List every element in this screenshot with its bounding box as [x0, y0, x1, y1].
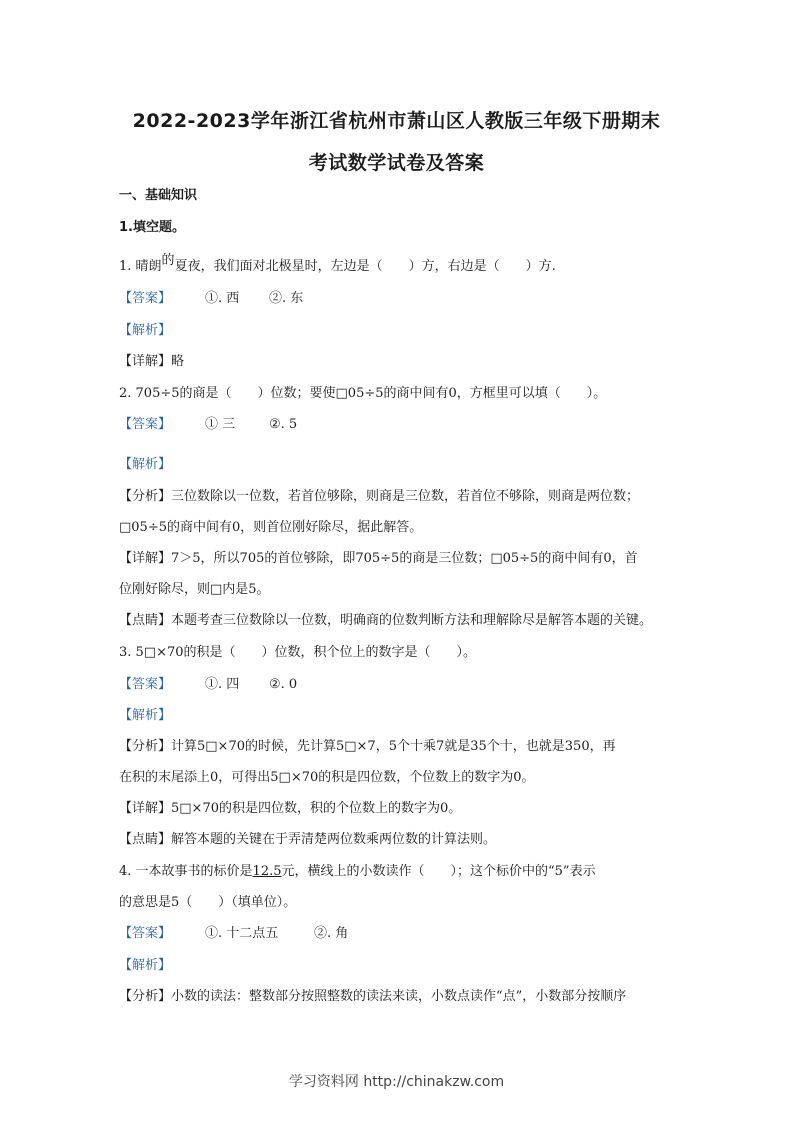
question-2-dianjing: 【点睛】本题考查三位数除以一位数，明确商的位数判断方法和理解除尽是解答本题的关键。 — [119, 613, 653, 628]
question-4-answer — [119, 925, 679, 943]
question-2-analysis-1: 【分析】三位数除以一位数，若首位够除，则商是三位数，若首位不够除，则商是两位数； — [119, 489, 640, 504]
question-3-detail: 【详解】5□×70的积是四位数，积的个位数上的数字为0。 — [119, 801, 462, 816]
question-2-analysis-label: 【解析】 — [119, 457, 172, 472]
question-2-detail-2: 位刚好除尽，则□内是5。 — [119, 582, 270, 597]
question-4-pre: 4. 一本故事书的标价是 — [119, 864, 253, 879]
question-1-analysis-label: 【解析】 — [119, 323, 172, 338]
question-4-text-2: 的意思是5（ ）（填单位）。 — [119, 895, 297, 910]
answer-1: ①. 十二点五 — [205, 926, 279, 941]
question-3-dianjing: 【点睛】解答本题的关键在于弄清楚两位数乘两位数的计算法则。 — [119, 832, 497, 847]
answer-2: ②. 东 — [269, 291, 304, 306]
page-footer[interactable]: 学习资料网 http://chinakzw.com — [288, 1074, 505, 1090]
question-3-analysis-2: 在积的末尾添上0，可得出5□×70的积是四位数，个位数上的数字为0。 — [119, 770, 535, 785]
question-3-analysis-1: 【分析】计算5□×70的时候，先计算5□×7，5个十乘7就是35个十，也就是350，再 — [119, 739, 616, 754]
question-4-text-1 — [119, 863, 679, 881]
question-4-price: 12.5 — [252, 864, 282, 879]
document-title-line-2: 考试数学试卷及答案 — [308, 152, 485, 174]
question-3-answer — [119, 676, 679, 694]
section-heading: 一、基础知识 — [119, 188, 198, 203]
answer-2: ②. 0 — [269, 677, 298, 692]
answer-2: ②. 5 — [269, 417, 298, 432]
question-1-detail: 【详解】略 — [119, 354, 185, 369]
question-1-pre: 1. 晴朗 — [119, 259, 162, 274]
question-1-text — [119, 253, 679, 276]
answer-1: ① 三 — [205, 417, 236, 432]
answer-2: ②. 角 — [314, 926, 349, 941]
question-3-text: 3. 5□×70的积是（ ）位数，积个位上的数字是（ ）。 — [119, 645, 477, 660]
question-1-answer — [119, 290, 679, 308]
document-title-line-1: 2022-2023学年浙江省杭州市萧山区人教版三年级下册期末 — [132, 110, 661, 132]
question-4-analysis-label: 【解析】 — [119, 958, 172, 973]
question-2-text: 2. 705÷5的商是（ ）位数；要使□05÷5的商中间有0，方框里可以填（ ）。 — [119, 386, 607, 401]
answer-1: ①. 四 — [205, 677, 240, 692]
question-3-analysis-label: 【解析】 — [119, 708, 172, 723]
answer-label: 【答案】 — [119, 291, 172, 306]
question-2-analysis-2: □05÷5的商中间有0，则首位刚好除尽，据此解答。 — [119, 520, 423, 535]
question-4-post: 元，横线上的小数读作（ ）；这个标价中的“5”表示 — [281, 864, 596, 879]
answer-label: 【答案】 — [119, 417, 172, 432]
answer-1: ①. 西 — [205, 291, 240, 306]
question-1-post: 夏夜，我们面对北极星时，左边是（ ）方，右边是（ ）方. — [174, 259, 556, 274]
question-1-sup: 的 — [161, 253, 175, 268]
answer-label: 【答案】 — [119, 926, 172, 941]
subsection-heading: 1.填空题。 — [119, 220, 185, 235]
answer-label: 【答案】 — [119, 677, 172, 692]
question-2-answer — [119, 416, 679, 434]
question-4-analysis-1: 【分析】小数的读法：整数部分按照整数的读法来读，小数点读作“点”，小数部分按顺序 — [119, 989, 627, 1004]
question-2-detail-1: 【详解】7＞5，所以705的首位够除，即705÷5的商是三位数；□05÷5的商中间有0，首 — [119, 551, 638, 566]
